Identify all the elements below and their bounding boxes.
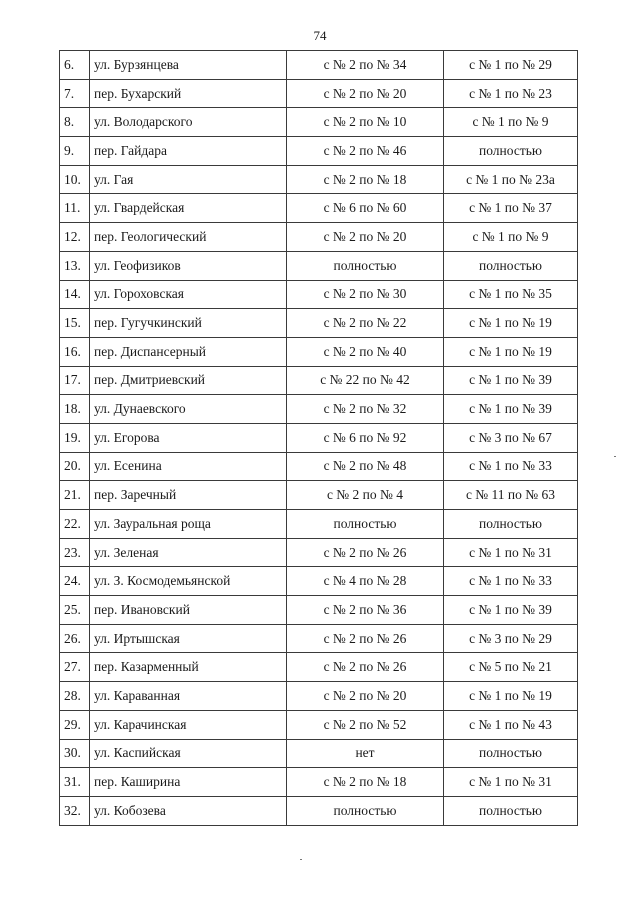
odd-houses: с № 11 по № 63 [444,481,578,510]
even-houses: с № 2 по № 20 [287,79,444,108]
table-row [60,653,578,682]
table-row [60,194,578,223]
even-houses: полностью [287,251,444,280]
odd-houses: полностью [444,510,578,539]
row-number: 29. [60,710,90,739]
row-number: 24. [60,567,90,596]
even-houses: нет [287,739,444,768]
street-table [59,50,578,826]
street-name: пер. Казарменный [90,653,287,682]
even-houses: с № 2 по № 26 [287,538,444,567]
table-row [60,796,578,825]
row-number: 11. [60,194,90,223]
row-number: 10. [60,165,90,194]
even-houses: с № 2 по № 10 [287,108,444,137]
row-number: 7. [60,79,90,108]
street-name: ул. Зауральная роща [90,510,287,539]
street-name: ул. Геофизиков [90,251,287,280]
street-name: пер. Геологический [90,223,287,252]
street-name: ул. Дунаевского [90,395,287,424]
even-houses: с № 2 по № 36 [287,596,444,625]
even-houses: с № 2 по № 46 [287,137,444,166]
table-row [60,423,578,452]
odd-houses: с № 1 по № 33 [444,452,578,481]
table-row [60,452,578,481]
row-number: 19. [60,423,90,452]
table-row [60,739,578,768]
page-number: 74 [313,28,327,43]
street-name: ул. Кобозева [90,796,287,825]
odd-houses: с № 1 по № 33 [444,567,578,596]
table-row [60,395,578,424]
row-number: 30. [60,739,90,768]
table-row [60,51,578,80]
even-houses: с № 2 по № 40 [287,337,444,366]
street-name: пер. Гайдара [90,137,287,166]
odd-houses: с № 1 по № 19 [444,682,578,711]
table-body [60,51,578,826]
street-name: пер. Диспансерный [90,337,287,366]
odd-houses: с № 1 по № 39 [444,596,578,625]
table-row [60,165,578,194]
scan-speck [614,456,616,457]
odd-houses: с № 1 по № 35 [444,280,578,309]
row-number: 31. [60,768,90,797]
row-number: 18. [60,395,90,424]
table-row [60,567,578,596]
street-name: ул. Гая [90,165,287,194]
table-row [60,768,578,797]
table-row [60,538,578,567]
odd-houses: полностью [444,251,578,280]
even-houses: с № 6 по № 60 [287,194,444,223]
odd-houses: с № 3 по № 67 [444,423,578,452]
street-name: пер. Бухарский [90,79,287,108]
odd-houses: с № 3 по № 29 [444,624,578,653]
odd-houses: с № 1 по № 39 [444,366,578,395]
table-row [60,137,578,166]
street-name: ул. Гороховская [90,280,287,309]
table-row [60,280,578,309]
odd-houses: полностью [444,739,578,768]
odd-houses: с № 1 по № 31 [444,538,578,567]
row-number: 22. [60,510,90,539]
table-row [60,223,578,252]
odd-houses: с № 1 по № 9 [444,108,578,137]
row-number: 14. [60,280,90,309]
street-name: пер. Каширина [90,768,287,797]
street-name: ул. Иртышская [90,624,287,653]
row-number: 27. [60,653,90,682]
even-houses: с № 2 по № 30 [287,280,444,309]
table-row [60,682,578,711]
row-number: 9. [60,137,90,166]
odd-houses: с № 1 по № 43 [444,710,578,739]
street-name: ул. Караванная [90,682,287,711]
odd-houses: полностью [444,137,578,166]
row-number: 25. [60,596,90,625]
odd-houses: с № 1 по № 9 [444,223,578,252]
even-houses: с № 2 по № 20 [287,223,444,252]
even-houses: с № 2 по № 18 [287,165,444,194]
even-houses: с № 2 по № 22 [287,309,444,338]
street-name: ул. Каспийская [90,739,287,768]
table-row [60,309,578,338]
even-houses: с № 2 по № 48 [287,452,444,481]
even-houses: с № 6 по № 92 [287,423,444,452]
odd-houses: с № 1 по № 23а [444,165,578,194]
row-number: 16. [60,337,90,366]
table-row [60,337,578,366]
even-houses: с № 2 по № 4 [287,481,444,510]
table-row [60,481,578,510]
even-houses: с № 2 по № 26 [287,653,444,682]
odd-houses: с № 1 по № 19 [444,309,578,338]
table-row [60,510,578,539]
street-name: ул. Гвардейская [90,194,287,223]
row-number: 12. [60,223,90,252]
row-number: 20. [60,452,90,481]
table-row [60,79,578,108]
row-number: 26. [60,624,90,653]
table-row [60,366,578,395]
street-name: пер. Ивановский [90,596,287,625]
street-name: ул. Есенина [90,452,287,481]
row-number: 13. [60,251,90,280]
row-number: 17. [60,366,90,395]
table-row [60,596,578,625]
street-name: пер. Заречный [90,481,287,510]
street-name: пер. Гугучкинский [90,309,287,338]
even-houses: с № 2 по № 34 [287,51,444,80]
even-houses: полностью [287,796,444,825]
odd-houses: с № 1 по № 23 [444,79,578,108]
street-name: ул. Володарского [90,108,287,137]
odd-houses: с № 1 по № 19 [444,337,578,366]
row-number: 6. [60,51,90,80]
odd-houses: с № 1 по № 31 [444,768,578,797]
row-number: 15. [60,309,90,338]
odd-houses: с № 1 по № 37 [444,194,578,223]
street-name: ул. З. Космодемьянской [90,567,287,596]
odd-houses: полностью [444,796,578,825]
row-number: 8. [60,108,90,137]
scan-speck [300,859,302,860]
even-houses: с № 2 по № 26 [287,624,444,653]
street-name: пер. Дмитриевский [90,366,287,395]
street-name: ул. Бурзянцева [90,51,287,80]
odd-houses: с № 5 по № 21 [444,653,578,682]
table-row [60,108,578,137]
row-number: 28. [60,682,90,711]
row-number: 32. [60,796,90,825]
even-houses: с № 2 по № 52 [287,710,444,739]
even-houses: с № 2 по № 18 [287,768,444,797]
table-row [60,624,578,653]
row-number: 21. [60,481,90,510]
table-row [60,710,578,739]
row-number: 23. [60,538,90,567]
table-row [60,251,578,280]
even-houses: с № 4 по № 28 [287,567,444,596]
street-name: ул. Егорова [90,423,287,452]
even-houses: с № 2 по № 20 [287,682,444,711]
street-name: ул. Зеленая [90,538,287,567]
odd-houses: с № 1 по № 39 [444,395,578,424]
even-houses: с № 2 по № 32 [287,395,444,424]
even-houses: полностью [287,510,444,539]
street-name: ул. Карачинская [90,710,287,739]
even-houses: с № 22 по № 42 [287,366,444,395]
odd-houses: с № 1 по № 29 [444,51,578,80]
